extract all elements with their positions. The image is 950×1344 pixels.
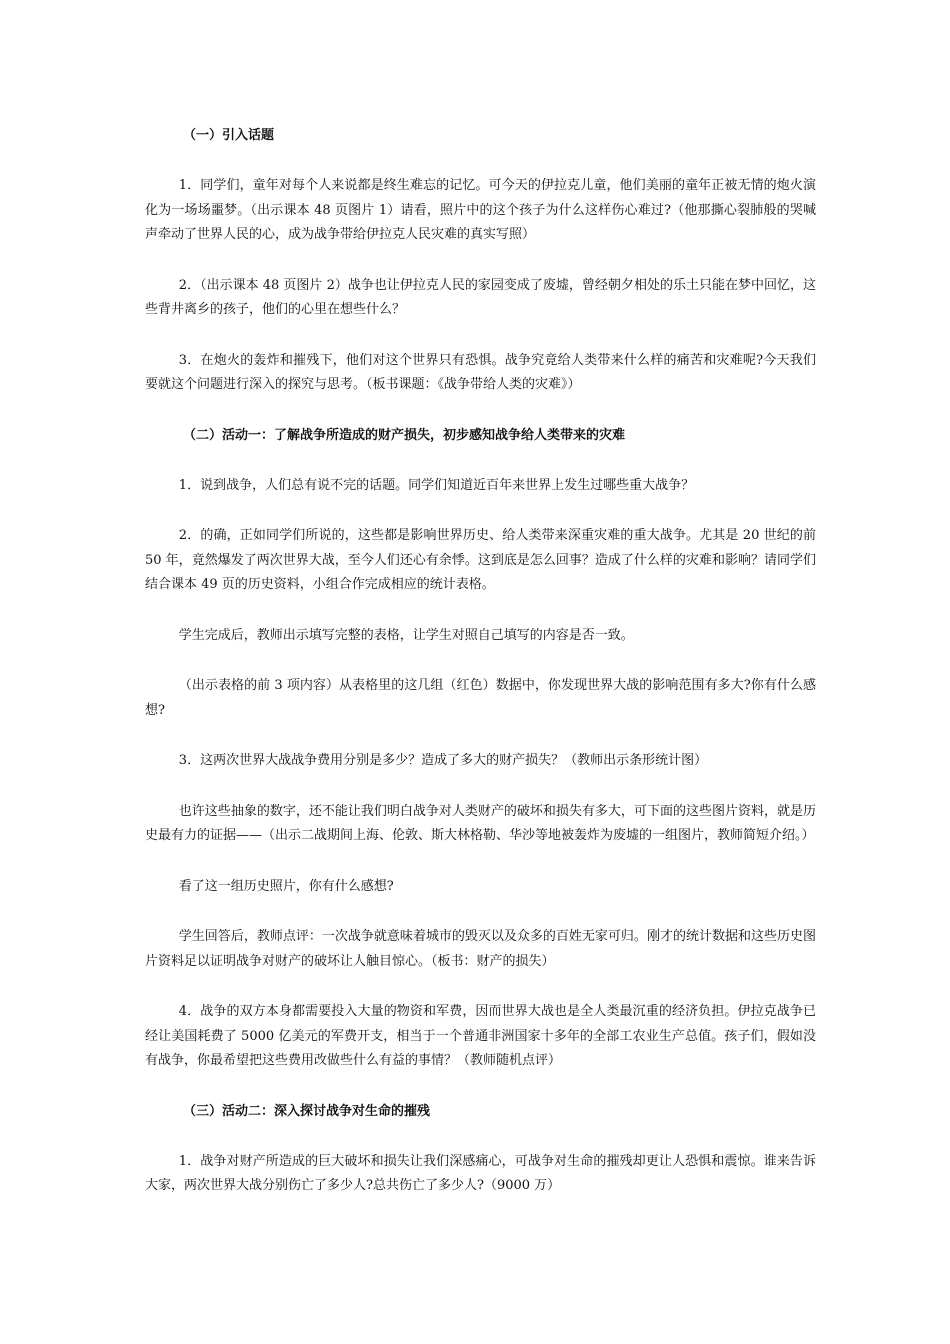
paragraph: 1．说到战争，人们总有说不完的话题。同学们知道近百年来世界上发生过哪些重大战争？ xyxy=(178,477,695,493)
paragraph: 也许这些抽象的数字，还不能让我们明白战争对人类财产的破坏和损失有多大，可下面的这些图片资料，就是历史最有力的证据——（出示二战期间上海、伦敦、斯大林格勒、华沙等地被轰炸为废墟的一组图片，教师简短介绍。） xyxy=(145,803,816,843)
paragraph: 3．这两次世界大战战争费用分别是多少？造成了多大的财产损失？（教师出示条形统计图） xyxy=(178,753,708,768)
paragraph: 学生回答后，教师点评：一次战争就意味着城市的毁灭以及众多的百姓无家可归。刚才的统计数据和这些历史图片资料足以证明战争对财产的破坏让人触目惊心。（板书：财产的损失） xyxy=(145,929,816,969)
paragraph: 1．同学们，童年对每个人来说都是终生难忘的记忆。可今天的伊拉克儿童，他们美丽的童年正被无情的炮火演化为一场场噩梦。（出示课本 48 页图片 1）请看，照片中的这个孩子为什么这样伤心难过?（他那撕心裂肺般的哭喊声牵动了世界人民的心，成为战争带给伊拉克人民灾难的真实写照） xyxy=(145,178,816,242)
paragraph: 1．战争对财产所造成的巨大破坏和损失让我们深感痛心，可战争对生命的摧残却更让人恐惧和震惊。谁来告诉大家，两次世界大战分别伤亡了多少人?总共伤亡了多少人?（9000 万） xyxy=(145,1153,816,1193)
section-heading-intro: （一）引入话题 xyxy=(183,128,275,143)
paragraph: （出示表格的前 3 项内容）从表格里的这几组（红色）数据中，你发现世界大战的影响范围有多大?你有什么感想? xyxy=(145,678,816,718)
section-heading-activity-two: （三）活动二：深入探讨战争对生命的摧残 xyxy=(183,1103,431,1119)
paragraph: 4．战争的双方本身都需要投入大量的物资和军费，因而世界大战也是全人类最沉重的经济负担。伊拉克战争已经让美国耗费了 5000 亿美元的军费开支，相当于一个普通非洲国家十多年的全部工农业生产总值。孩子们，假如没有战争，你最希望把这些费用改做些什么有益的事情？（教师随机点评） xyxy=(145,1004,816,1068)
paragraph: 2．的确，正如同学们所说的，这些都是影响世界历史、给人类带来深重灾难的重大战争。尤其是 20 世纪的前 50 年，竟然爆发了两次世界大战，至今人们还心有余悸。这到底是怎么回事？造成了什么样的灾难和影响？请同学们结合课本 49 页的历史资料，小组合作完成相应的统计表格。 xyxy=(145,528,816,592)
paragraph: 学生完成后，教师出示填写完整的表格，让学生对照自己填写的内容是否一致。 xyxy=(178,627,634,643)
section-heading-activity-one: （二）活动一：了解战争所造成的财产损失，初步感知战争给人类带来的灾难 xyxy=(183,427,626,443)
paragraph: 2．（出示课本 48 页图片 2）战争也让伊拉克人民的家园变成了废墟，曾经朝夕相处的乐土只能在梦中回忆，这些背井离乡的孩子，他们的心里在想些什么？ xyxy=(145,277,816,317)
paragraph: 3．在炮火的轰炸和摧残下，他们对这个世界只有恐惧。战争究竟给人类带来什么样的痛苦和灾难呢?今天我们要就这个问题进行深入的探究与思考。（板书课题：《战争带给人类的灾难》） xyxy=(145,352,816,392)
paragraph: 看了这一组历史照片，你有什么感想? xyxy=(178,878,394,894)
